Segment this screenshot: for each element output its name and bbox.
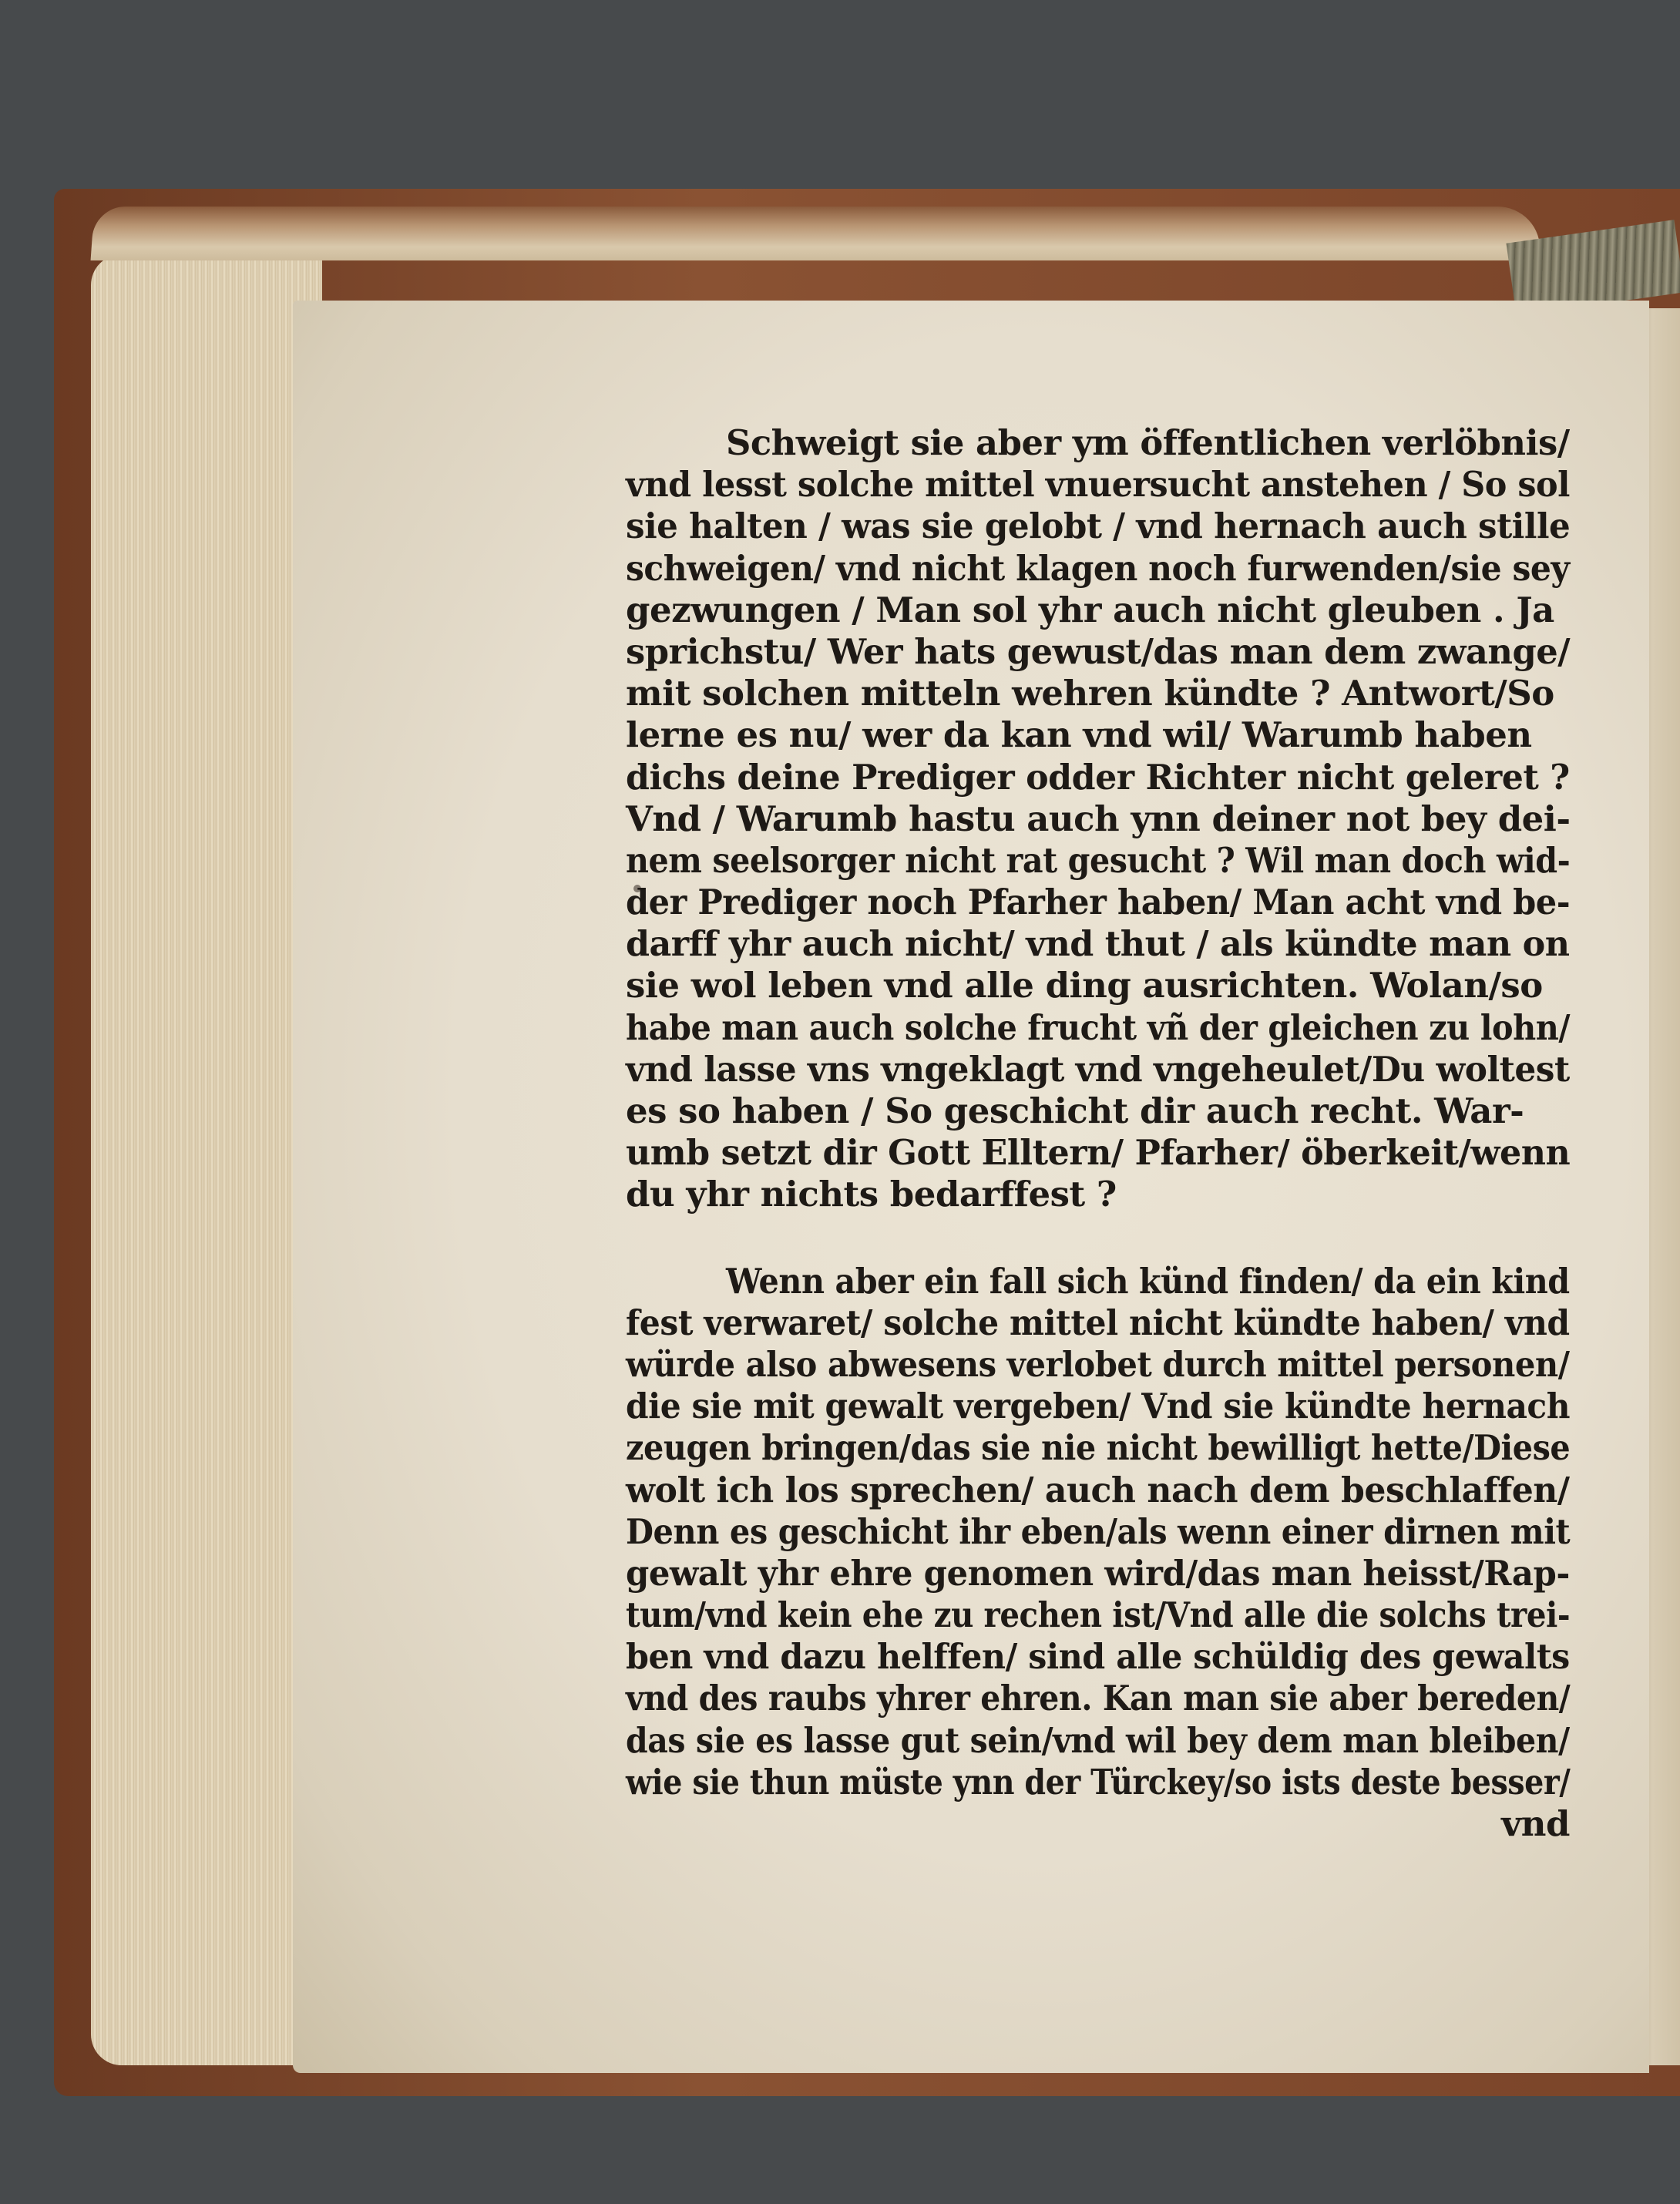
text-line: habe man auch solche frucht vñ der gleichen zu lohn/: [626, 1006, 1571, 1048]
text-line: Schweigt sie aber ym öffentlichen verlöbnis/: [726, 422, 1570, 463]
text-line: vnd des raubs yhrer ehren. Kan man sie aber bereden/: [626, 1678, 1571, 1719]
text-line: sie wol leben vnd alle ding ausrichten. Wolan/so: [626, 965, 1543, 1006]
text-line: es so haben / So geschicht dir auch recht. War-: [626, 1090, 1524, 1131]
text-line: du yhr nichts bedarffest ?: [626, 1174, 1117, 1215]
page-top-edge: [91, 207, 1544, 260]
text-line: wolt ich los sprechen/ auch nach dem beschlaffen/: [626, 1469, 1570, 1510]
paragraph-2: [626, 1261, 1570, 1803]
text-line: der Prediger noch Pfarher haben/ Man acht vnd be-: [626, 882, 1571, 923]
text-line: gewalt yhr ehre genomen wird/das man heisst/Rap-: [626, 1552, 1570, 1594]
text-line: mit solchen mitteln wehren kündte ? Antwort/So: [626, 673, 1554, 714]
text-line: darff yhr auch nicht/ vnd thut / als kündte man on: [626, 923, 1570, 965]
paragraph-gap: [626, 1216, 1570, 1261]
text-line: dichs deine Prediger odder Richter nicht geleret ?: [626, 756, 1570, 798]
text-line: das sie es lasse gut sein/vnd wil bey dem man bleiben/: [626, 1719, 1570, 1761]
catchword: vnd: [1501, 1803, 1570, 1844]
text-line: Wenn aber ein fall sich künd finden/ da ein kind: [726, 1260, 1570, 1302]
text-line: Vnd / Warumb hastu auch ynn deiner not bey dei-: [626, 798, 1571, 839]
text-line: vnd lesst solche mittel vnuersucht anstehen / So sol: [626, 464, 1570, 506]
text-line: fest verwaret/ solche mittel nicht kündte haben/ vnd: [626, 1302, 1570, 1343]
text-line: sprichstu/ Wer hats gewust/das man dem zwange/: [626, 630, 1571, 672]
text-line: gezwungen / Man sol yhr auch nicht gleuben . Ja: [626, 589, 1554, 630]
text-line: würde also abwesens verlobet durch mittel personen/: [626, 1343, 1570, 1385]
text-line: wie sie thun müste ynn der Türckey/so ists deste besser/: [626, 1761, 1571, 1803]
text-line: vnd lasse vns vngeklagt vnd vngeheulet/Du woltest: [626, 1048, 1570, 1090]
page-fore-edge: [91, 254, 322, 2065]
text-line: tum/vnd kein ehe zu rechen ist/Vnd alle die solchs trei-: [626, 1594, 1571, 1636]
text-line: die sie mit gewalt vergeben/ Vnd sie kündte hernach: [626, 1386, 1571, 1427]
page-text: [626, 422, 1570, 1845]
text-line: sie halten / was sie gelobt / vnd hernach auch stille: [626, 506, 1571, 547]
text-line: umb setzt dir Gott Elltern/ Pfarher/ öberkeit/wenn: [626, 1132, 1571, 1174]
text-line: ben vnd dazu helffen/ sind alle schüldig des gewalts: [626, 1636, 1570, 1678]
text-line: Denn es geschicht ihr eben/als wenn einer dirnen mit: [626, 1510, 1571, 1552]
text-line: zeugen bringen/das sie nie nicht bewilligt hette/Diese: [626, 1427, 1571, 1469]
text-line: schweigen/ vnd nicht klagen noch furwenden/sie sey: [626, 547, 1570, 589]
paragraph-1: [626, 422, 1570, 1216]
text-line: lerne es nu/ wer da kan vnd wil/ Warumb haben: [626, 714, 1532, 756]
text-line: nem seelsorger nicht rat gesucht ? Wil man doch wid-: [626, 839, 1571, 881]
